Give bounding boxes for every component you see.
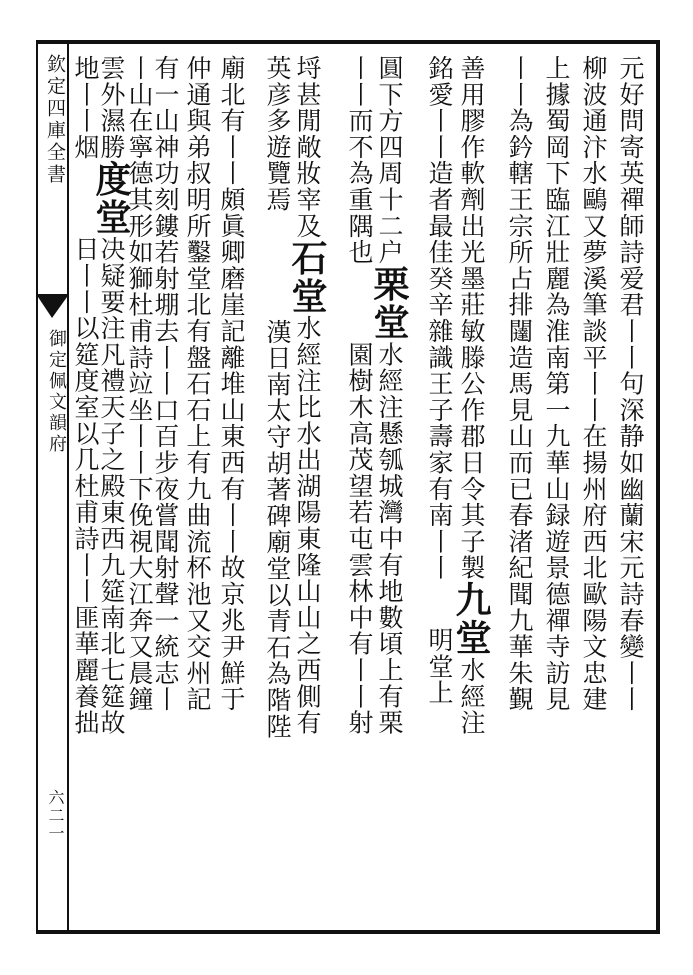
headword: 栗堂	[368, 265, 410, 342]
column-text: 上據蜀岡下臨江壯麗為淮南第一九華山録遊景德禪寺訪見	[542, 55, 571, 713]
column-text: 丨山在寧德其形如獅杜甫詩竝坐丨丨下俛視大江奔又晨鐘	[125, 55, 154, 713]
banxin-margin	[38, 44, 67, 930]
text-column	[615, 55, 645, 925]
column-text: 决疑要注凡禮天子之殿東西九筵南北七筵故	[97, 236, 126, 736]
text-column	[90, 55, 132, 925]
headword: 度堂	[90, 160, 132, 237]
column-text: 水經注比水出湖陽東隆山山之西側有	[293, 315, 322, 736]
frame-bottom-border	[36, 930, 660, 934]
text-column	[150, 55, 180, 925]
column-text: 水經注懸瓠城灣中有地數頃上有栗	[375, 341, 404, 736]
column-text: 日丨丨以筵度室以几杜甫詩丨丨匪華麗養拙	[71, 236, 100, 736]
column-text: 地丨丨烟	[71, 55, 100, 161]
frame-top-border	[36, 40, 660, 44]
text-column	[450, 55, 492, 925]
column-text: 丨丨為鈐轄王宗所占排闥造馬見山而已春渚紀聞九華朱覲	[505, 55, 534, 713]
column-text: 明堂上	[425, 627, 454, 706]
column-text: 埒甚閒敞妝宰及	[293, 55, 322, 240]
text-column	[216, 55, 246, 925]
page-number: 六二一	[46, 789, 65, 843]
column-text: 英彦多遊覽焉	[263, 55, 292, 213]
text-column	[344, 55, 374, 925]
column-text: 銘愛丨丨造者最佳癸辛雜識王子壽家有南丨丨	[425, 55, 454, 581]
section-title: 御定佩文韻府	[46, 329, 67, 455]
text-column	[368, 55, 410, 925]
text-column	[541, 55, 571, 925]
frame-right-border	[656, 40, 660, 934]
text-column	[286, 55, 328, 925]
book-title: 欽定四庫全書	[44, 54, 66, 186]
headword: 石堂	[286, 239, 328, 316]
headword: 九堂	[450, 581, 492, 657]
column-text: 元好問寄英禪師詩爱君丨丨句深静如幽蘭宋元詩春變丨丨	[616, 55, 645, 713]
column-text: 丨丨而不為重隅也	[345, 55, 374, 266]
column-text: 仲通與弟叔明所鑿堂北有盤石石上有九曲流杯池又交州記	[183, 55, 212, 713]
text-column	[578, 55, 608, 925]
column-text: 善用膠作軟劑出光墨莊敏滕公作郡日令其子製	[457, 55, 486, 581]
column-text: 雲外濕勝	[97, 55, 126, 161]
text-column	[262, 55, 292, 925]
column-text: 漢日南太守胡著碑廟堂以青石為階陛	[263, 318, 292, 740]
text-column-16	[70, 55, 100, 925]
column-text: 水經注	[457, 657, 486, 736]
text-column	[504, 55, 534, 925]
text-column	[182, 55, 212, 925]
column-text: 廟北有丨丨頗眞卿磨崖記離堆山東西有丨丨故京兆尹鮮于	[217, 55, 246, 713]
fishtail-mark-icon	[38, 294, 67, 320]
column-text: 園樹木高茂望若屯雲林中有丨丨射	[345, 341, 374, 736]
text-column	[424, 55, 454, 925]
column-text: 圓下方四周十二户	[375, 55, 404, 266]
column-text: 柳波通汴水鷗又夢溪筆談平丨丨在揚州府西北歐陽文忠建	[579, 55, 608, 713]
column-text: 有一山神功刻鏤若射堋去丨丨口百步夜嘗聞射聲一統志丨	[151, 55, 180, 713]
